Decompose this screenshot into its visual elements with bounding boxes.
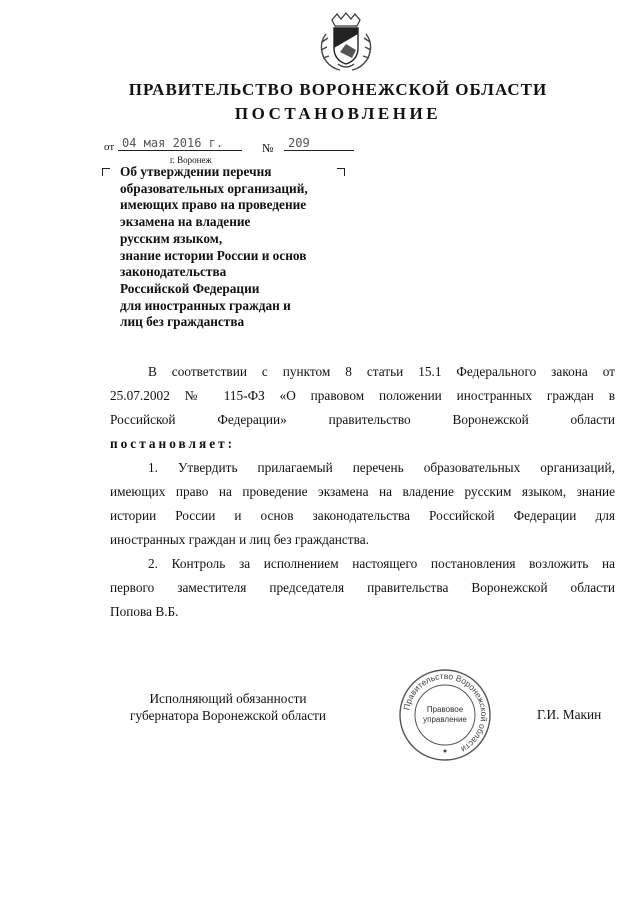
subject-line: экзамена на владение <box>120 214 251 230</box>
signatory-title-line: Исполняющий обязанности <box>149 691 307 706</box>
item-2-line: Попова В.Б. <box>110 604 179 619</box>
item-2-line: 2. Контроль за исполнением настоящего постановления возложить на <box>148 556 615 571</box>
coat-of-arms-icon <box>318 12 374 72</box>
item-1-line: имеющих право на проведение экзамена на владение русским языком, знание <box>110 484 615 499</box>
organization-title: ПРАВИТЕЛЬСТВО ВОРОНЕЖСКОЙ ОБЛАСТИ <box>128 80 548 99</box>
stamp-seal-icon <box>395 665 495 765</box>
document-date: 04 мая 2016 г. <box>118 136 242 151</box>
signatory-title <box>112 690 344 724</box>
subject-line: Российской Федерации <box>120 280 260 296</box>
preamble-line: 25.07.2002 № 115-ФЗ «О правовом положении иностранных граждан в <box>110 388 615 403</box>
item-1-line: 1. Утвердить прилагаемый перечень образовательных организаций, <box>148 460 615 475</box>
preamble-line: В соответствии с пунктом 8 статьи 15.1 Федерального закона от <box>148 364 615 379</box>
document-type: ПОСТАНОВЛЕНИЕ <box>234 104 442 123</box>
stamp-ring-text: Правительство Воронежской области <box>401 670 490 755</box>
subject-line: лиц без гражданства <box>120 314 245 330</box>
item-1-line: истории России и основ законодательства Российской Федерации для <box>110 508 615 523</box>
stamp-center-line: управление <box>423 715 467 724</box>
resolves-word: постановляет: <box>110 436 236 451</box>
number-prefix: № <box>262 141 274 155</box>
subject-bracket-left <box>102 168 110 176</box>
subject-line: Об утверждении перечня <box>120 164 272 179</box>
stamp-center-line: Правовое <box>426 705 464 714</box>
document-body <box>110 360 615 624</box>
subject-line: законодательства <box>120 264 227 280</box>
document-subject <box>120 164 308 331</box>
subject-line: знание истории России и основ <box>120 247 307 263</box>
subject-line: русским языком, <box>120 230 223 246</box>
date-prefix: от <box>104 141 115 153</box>
subject-bracket-right <box>337 168 345 176</box>
subject-line: для иностранных граждан и <box>120 297 291 313</box>
preamble-line: Российской Федерации» правительство Воронежской области <box>110 412 615 427</box>
item-2-line: первого заместителя председателя правительства Воронежской области <box>110 580 615 595</box>
item-1-line: иностранных граждан и лиц без гражданства. <box>110 532 369 547</box>
signatory-name: Г.И. Макин <box>537 707 602 722</box>
signatory-title-line: губернатора Воронежской области <box>130 708 326 723</box>
document-city: г. Воронеж <box>170 155 212 165</box>
subject-line: образовательных организаций, <box>120 180 308 196</box>
document-number: 209 <box>284 136 354 151</box>
subject-line: имеющих право на проведение <box>120 197 307 213</box>
